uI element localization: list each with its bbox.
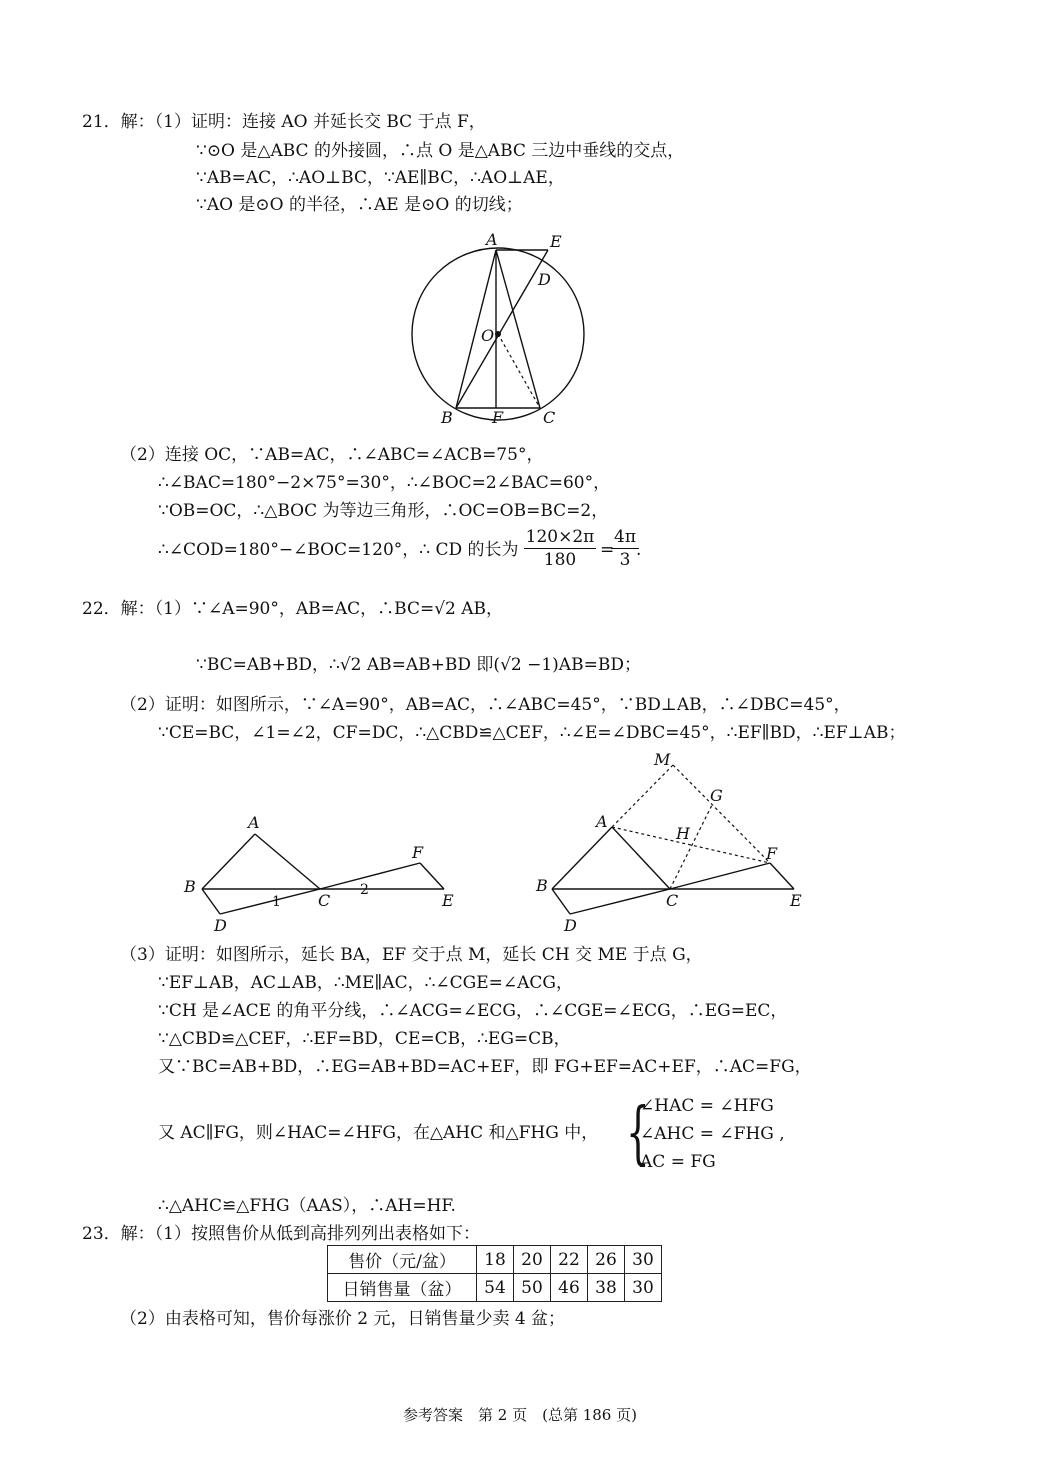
q22-line-4: ∵CE=BC，∠1=∠2，CF=DC，∴△CBD≌△CEF，∴∠E=∠DBC=45°，∴EF∥BD，∴EF⊥AB；	[158, 723, 906, 743]
table-row	[328, 1274, 662, 1302]
q22-line-1: 22．解：（1）∵∠A=90°，AB=AC，∴BC=√2 AB，	[82, 599, 504, 619]
label-a: A	[596, 812, 608, 831]
label-f: F	[412, 843, 424, 862]
q21-p2-line-1: （2）连接 OC，∵AB=AC，∴∠ABC=∠ACB=75°，	[120, 445, 544, 465]
label-b: B	[184, 877, 196, 896]
period: .	[636, 540, 642, 560]
row-header-price: 售价（元/盆）	[328, 1246, 477, 1274]
label-f: F	[492, 408, 504, 427]
page-footer: 参考答案 第 2 页 (总第 186 页)	[403, 1406, 637, 1424]
table-row	[328, 1246, 662, 1274]
table-cell: 30	[625, 1246, 662, 1274]
table-cell: 22	[551, 1246, 588, 1274]
row-header-sales: 日销售量（盆）	[328, 1274, 477, 1302]
table-cell: 46	[551, 1274, 588, 1302]
label-d: D	[564, 916, 577, 935]
system-eq-2: ∠AHC = ∠FHG ,	[640, 1124, 785, 1144]
q21-line-1: ∵⊙O 是△ABC 的外接圆，∴点 O 是△ABC 三边中垂线的交点，	[196, 141, 685, 161]
q22-p3-line-3: ∵CH 是∠ACE 的角平分线，∴∠ACG=∠ECG，∴∠CGE=∠ECG，∴EG=EC，	[158, 1001, 788, 1021]
table-cell: 20	[514, 1246, 551, 1274]
system-eq-3: AC = FG	[640, 1152, 716, 1172]
label-b: B	[536, 876, 548, 895]
q21-p2-line-2: ∴∠BAC=180°−2×75°=30°，∴∠BOC=2∠BAC=60°，	[158, 473, 611, 493]
angle-1-label: 1	[272, 894, 281, 910]
label-c: C	[543, 408, 556, 427]
label-c: C	[666, 891, 679, 910]
label-g: G	[710, 786, 723, 805]
table-cell: 54	[477, 1274, 514, 1302]
label-d: D	[214, 916, 227, 935]
label-h: H	[676, 824, 690, 843]
q23-line-1: 23．解：（1）按照售价从低到高排列列出表格如下：	[82, 1224, 480, 1244]
label-o: O	[481, 326, 495, 345]
q22-p3-line-2: ∵EF⊥AB，AC⊥AB，∴ME∥AC，∴∠CGE=∠ACG，	[158, 973, 573, 993]
q21-circle-figure	[400, 225, 610, 435]
label-a: A	[248, 813, 260, 832]
price-sales-table	[327, 1245, 662, 1302]
q21-line-3: ∵AO 是⊙O 的半径，∴AE 是⊙O 的切线；	[196, 195, 523, 215]
system-eq-1: ∠HAC = ∠HFG	[640, 1096, 774, 1116]
table-cell: 18	[477, 1246, 514, 1274]
table-cell: 50	[514, 1274, 551, 1302]
fraction-result: $\frac{4\pi}{3}$	[611, 526, 639, 571]
table-cell: 30	[625, 1274, 662, 1302]
angle-2-label: 2	[360, 882, 369, 898]
q22-p3-line-4: ∵△CBD≌△CEF，∴EF=BD，CE=CB，∴EG=CB，	[158, 1029, 571, 1049]
label-e: E	[442, 891, 454, 910]
label-a: A	[486, 230, 498, 249]
q22-line-3: （2）证明：如图所示，∵∠A=90°，AB=AC，∴∠ABC=45°，∵BD⊥AB，∴∠DBC=45°，	[120, 695, 851, 715]
label-f: F	[766, 844, 778, 863]
q22-p3-line-7: ∴△AHC≌△FHG（AAS），∴AH=HF.	[158, 1196, 456, 1216]
q21-p2-line-4: ∴∠COD=180°−∠BOC=120°，∴ CD 的长为	[158, 540, 519, 560]
fraction-arc-length: $\frac{120\times 2\pi}{180}$	[525, 527, 595, 570]
q21-line-2: ∵AB=AC，∴AO⊥BC，∵AE∥BC，∴AO⊥AE，	[196, 168, 565, 188]
q23-line-2: （2）由表格可知，售价每涨价 2 元，日销售量少卖 4 盆；	[120, 1309, 566, 1329]
label-e: E	[790, 891, 802, 910]
q22-p3-line-6: 又 AC∥FG，则∠HAC=∠HFG，在△AHC 和△FHG 中，	[158, 1123, 599, 1143]
q21-heading: 21．解：（1）证明：连接 AO 并延长交 BC 于点 F，	[82, 112, 486, 132]
label-d: D	[538, 270, 551, 289]
q22-p3-line-5: 又∵BC=AB+BD，∴EG=AB+BD=AC+EF，即 FG+EF=AC+EF，∴AC=FG，	[158, 1057, 812, 1077]
table-cell: 26	[588, 1246, 625, 1274]
q22-p3-line-1: （3）证明：如图所示，延长 BA，EF 交于点 M，延长 CH 交 ME 于点 G，	[120, 945, 703, 965]
label-b: B	[441, 408, 453, 427]
q21-p2-line-3: ∵OB=OC，∴△BOC 为等边三角形，∴OC=OB=BC=2，	[158, 501, 609, 521]
q22-figure-right	[530, 745, 820, 940]
q22-line-2: ∵BC=AB+BD，∴√2 AB=AB+BD 即(√2 −1)AB=BD；	[196, 655, 641, 675]
table-cell: 38	[588, 1274, 625, 1302]
q22-figure-left	[180, 810, 470, 940]
system-brace: {	[626, 1094, 650, 1173]
label-e: E	[550, 232, 562, 251]
equals-sign: =	[600, 540, 615, 560]
label-c: C	[318, 891, 331, 910]
label-m: M	[654, 750, 671, 769]
